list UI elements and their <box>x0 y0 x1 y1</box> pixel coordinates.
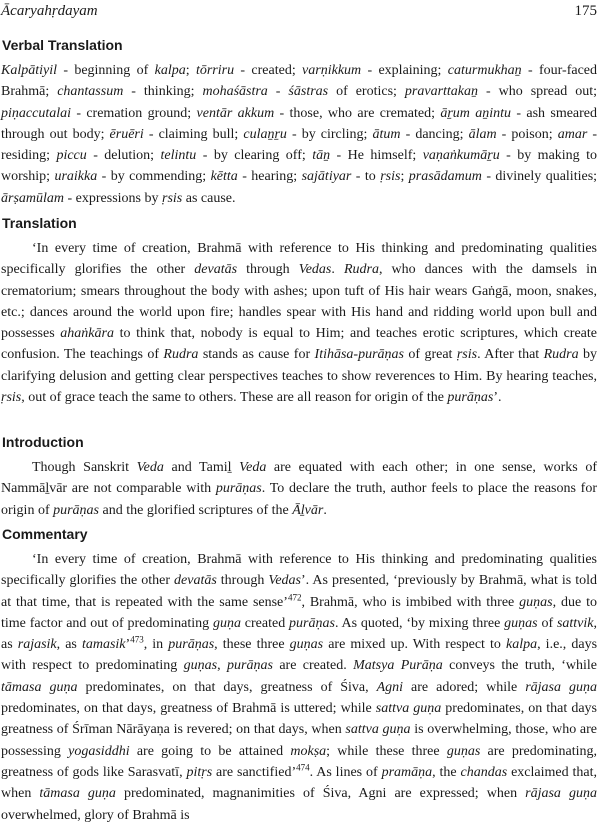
introduction-paragraph: Though Sanskrit Veda and Tamiḻ Veda are equated with each other; in one sense, works of Nammāḻvār are not comparable with purāṇas. To declare the truth, author feels to place the reasons for origin of purāṇas and the glorified scriptures of the Āḻvār. <box>1 460 597 518</box>
verbal-translation-paragraph: Kalpātiyil - beginning of kalpa; tōrriru - created; varṇikkum - explaining; caturmukhaṉ - four-faced Brahmā; chantassum - thinking; mohaśāstra - śāstras of erotics; pravarttakaṉ - who spread out; piṇaccutalai - cremation ground; ventār akkum - those, who are cremated; āṟum aṉintu - ash smeared through out body; ēruēri - claiming bull; culaṉṟu - by circling; ātum - dancing; ālam - poison; amar - residing; piccu - delution; telintu - by clearing off; tāṉ - He himself; vaṇaṅkumāṟu - by making to worship; uraikka - by commending; kētta - hearing; sajātiyar - to ṛsis; prasādamum - divinely qualities; ārṣamūlam - expressions by ṛsis as cause. <box>1 63 598 206</box>
section-heading-translation: Translation <box>2 215 77 231</box>
commentary-paragraph: ‘In every time of creation, Brahmā with reference to His thinking and predominating qualities specifically glorifies the other devatās through Vedas’. As presented, ‘previously by Brahmā, what is told at that time, that is repeated with the same sense’$^{472}$, Brahmā, who is imbibed with three guṇas, due to time factor and out of predominating guṇa created purāṇas. As quoted, ‘by mixing three guṇas of sattvik, as rajasik, as tamasik’$^{473}$, in purāṇas, these three guṇas are mixed up. With respect to kalpa, i.e., days with respect to predominating guṇas, purāṇas are created. Matsya Purāṇa conveys the truth, ‘while tāmasa guṇa predominates, on that days, greatness of Śiva, Agni are adored; while rājasa guṇa predominates, on that days, greatness of Brahmā is uttered; while sattva guṇa predominates, on that days greatness of Śrīman Nārāyaṇa is revered; on that days, when sattva guṇa is overwhelming, those, who are possessing yogasiddhi are going to be attained mokṣa; while these three guṇas are predominating, greatness of gods like Sarasvatī, pitṛs are sanctified’$^{474}$. As lines of pramāṇa, the chandas exclaimed that, when tāmasa guṇa predominated, magnanimities of Śiva, Agni are expressed; when rājasa guṇa overwhelmed, glory of Brahmā is <box>1 552 598 823</box>
running-head <box>0 2 600 24</box>
page-number: 175 <box>574 3 597 19</box>
translation-paragraph: ‘In every time of creation, Brahmā with reference to His thinking and predominating qualities specifically glorifies the other devatās through Vedas. Rudra, who dances with the damsels in crematorium; smears throughout the body with ashes; upon tuft of His hair wears Gaṅgā, moon, snakes, etc.; dances around the world upon fire; handles spear with His hand and ridding world upon bull and possesses ahaṅkāra to think that, nobody is equal to Him; and teaches erotic scriptures, which create confusion. The teachings of Rudra stands as cause for Itihāsa-purāṇas of great ṛsis. After that Rudra by clarifying delusion and getting clear perspectives teaches to show reverences to Him. By hearing teaches, ṛsis, out of grace teach the same to others. These are all reason for origin of the purāṇas’. <box>1 241 598 406</box>
section-heading-verbal-translation: Verbal Translation <box>2 37 123 53</box>
section-heading-introduction: Introduction <box>2 434 84 450</box>
section-heading-commentary: Commentary <box>2 526 88 542</box>
running-title: Ācaryahṛdayam <box>1 3 98 19</box>
